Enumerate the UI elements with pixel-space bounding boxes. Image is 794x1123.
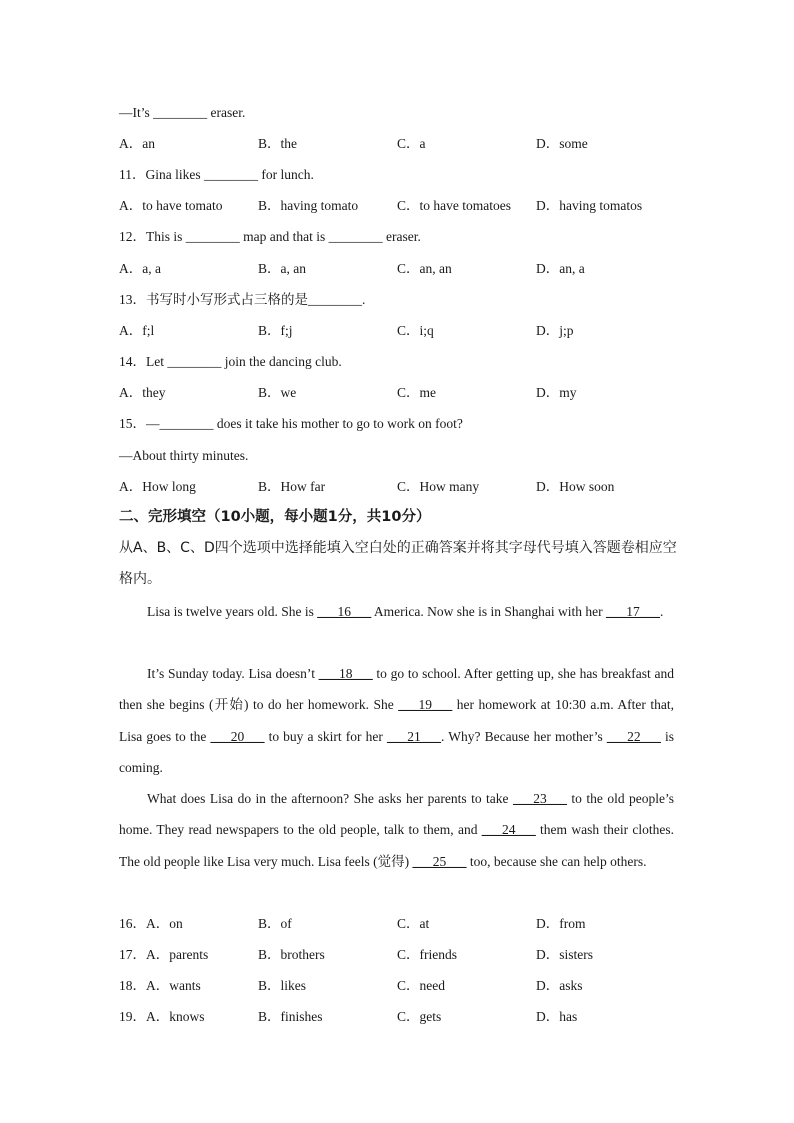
q10-answer-line: —It’s ________ eraser. [119, 105, 246, 120]
blank-17: ___17___ [605, 604, 660, 619]
q12-option-c: C．an, an [397, 261, 452, 276]
passage-text: . Why? Because her mother’s [440, 728, 607, 744]
q19-option-b: B．finishes [258, 1009, 323, 1024]
passage-text: to the old people’s home. They read newspapers to the old people, talk to them, and [119, 791, 675, 838]
blank-19: ___19___ [398, 697, 453, 713]
q11-option-c: C．to have tomatoes [397, 198, 511, 213]
q17-option-a: 17．A．parents [119, 947, 209, 962]
q15-option-b: B．How far [258, 479, 326, 494]
passage-text: It’s Sunday today. Lisa doesn’t [147, 666, 319, 681]
passage-text: them wash their clothes. The old people like Lisa very much. Lisa feels (觉得) [119, 822, 674, 869]
passage-text: too, because she can help others. [466, 853, 647, 869]
question-12: 12．This is ________ map and that is ________ eraser. [119, 229, 421, 244]
q18-option-d: D．asks [536, 978, 583, 993]
q13-option-b: B．f;j [258, 323, 293, 338]
passage-text: to go to school. After getting up, she has breakfast and then she begins (开始) to do her homework. She [119, 666, 675, 713]
q15-option-a: A．How long [119, 479, 196, 494]
blank-22: ___22___ [606, 728, 661, 744]
passage-paragraph-1 [119, 596, 674, 627]
blank-18: ___18___ [318, 666, 373, 681]
passage-text: . [659, 604, 664, 619]
q13-option-d: D．j;p [536, 323, 574, 338]
q16-option-a: 16．A．on [119, 916, 183, 931]
q12-option-b: B．a, an [258, 261, 306, 276]
q16-option-d: D．from [536, 916, 586, 931]
q12-option-d: D．an, a [536, 261, 585, 276]
q11-option-a: A．to have tomato [119, 198, 223, 213]
passage-text: to buy a skirt for her [264, 728, 387, 744]
passage-text: America. Now she is in Shanghai with her [371, 604, 606, 619]
q14-option-d: D．my [536, 385, 577, 400]
question-15: 15．—________ does it take his mother to go to work on foot? [119, 416, 463, 431]
blank-25: ___25___ [412, 853, 467, 869]
section-title: 二、完形填空（10小题，每小题1分，共10分） [119, 509, 431, 525]
passage-text: is coming. [119, 728, 675, 775]
q17-option-d: D．sisters [536, 947, 593, 962]
q10-option-d: D．some [536, 136, 588, 151]
q17-option-b: B．brothers [258, 947, 325, 962]
question-11: 11．Gina likes ________ for lunch. [119, 167, 314, 182]
q18-option-b: B．likes [258, 978, 307, 993]
q14-option-c: C．me [397, 385, 436, 400]
q19-option-d: D．has [536, 1009, 578, 1024]
q10-option-a: A．an [119, 136, 155, 151]
q10-option-b: B．the [258, 136, 297, 151]
passage-paragraph-3 [119, 783, 674, 877]
blank-20: ___20___ [210, 728, 265, 744]
question-14: 14．Let ________ join the dancing club. [119, 354, 342, 369]
blank-23: ___23___ [512, 791, 567, 806]
q13-option-a: A．f;l [119, 323, 155, 338]
q13-option-c: C．i;q [397, 323, 434, 338]
q17-option-c: C．friends [397, 947, 457, 962]
q16-option-c: C．at [397, 916, 430, 931]
q15-option-d: D．How soon [536, 479, 615, 494]
blank-16: ___16___ [317, 604, 372, 619]
blank-21: ___21___ [386, 728, 441, 744]
passage-text: Lisa is twelve years old. She is [147, 604, 318, 619]
q14-option-b: B．we [258, 385, 297, 400]
q18-option-a: 18．A．wants [119, 978, 201, 993]
section-instruction: 从A、B、C、D四个选项中选择能填入空白处的正确答案并将其字母代号填入答题卷相应空格内。 [119, 540, 677, 587]
q19-option-a: 19．A．knows [119, 1009, 205, 1024]
q11-option-d: D．having tomatos [536, 198, 643, 213]
passage-text: What does Lisa do in the afternoon? She asks her parents to take [147, 791, 513, 806]
blank-24: ___24___ [481, 822, 536, 838]
q16-option-b: B．of [258, 916, 292, 931]
q15-answer-line: —About thirty minutes. [119, 448, 249, 463]
q15-option-c: C．How many [397, 479, 480, 494]
q19-option-c: C．gets [397, 1009, 442, 1024]
q18-option-c: C．need [397, 978, 445, 993]
passage-text: her homework at 10:30 a.m. After that, Lisa goes to the [119, 697, 674, 744]
q11-option-b: B．having tomato [258, 198, 359, 213]
q12-option-a: A．a, a [119, 261, 161, 276]
q10-option-c: C．a [397, 136, 426, 151]
q14-option-a: A．they [119, 385, 166, 400]
passage-paragraph-2 [119, 658, 674, 783]
question-13: 13．书写时小写形式占三格的是________. [119, 292, 366, 307]
